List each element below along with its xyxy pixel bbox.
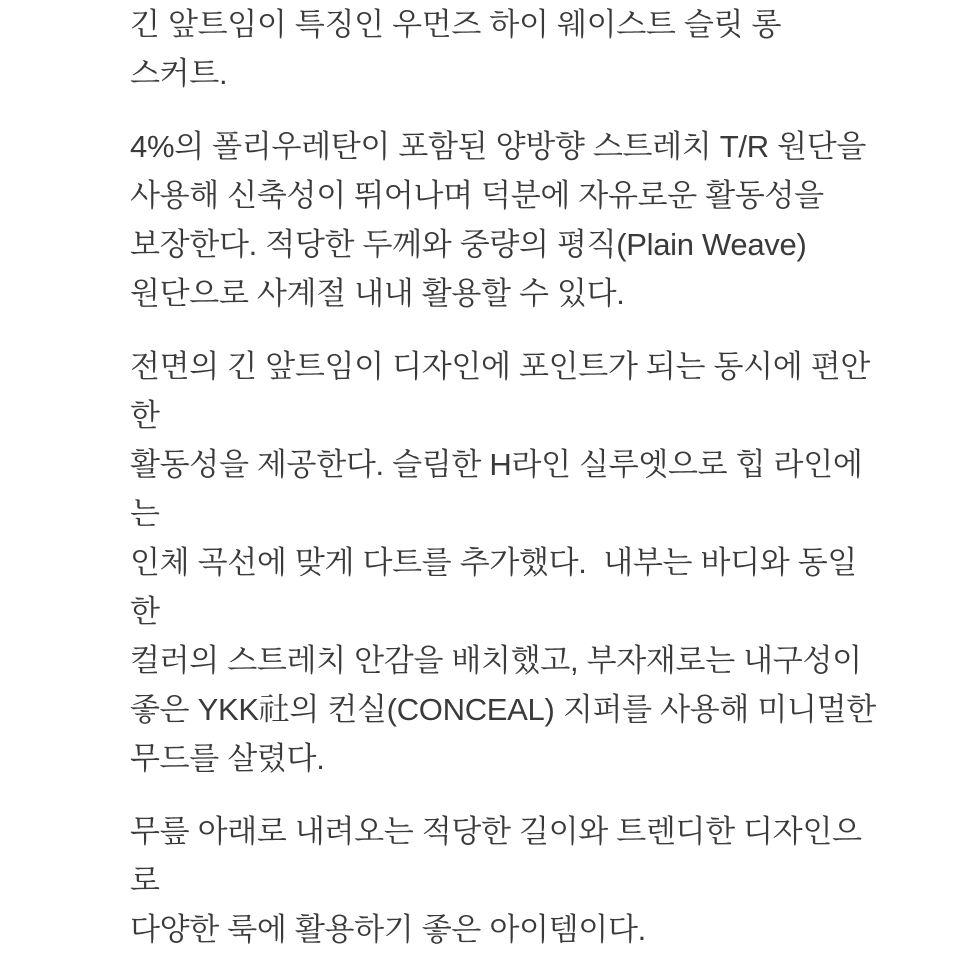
text-line: 보장한다. 적당한 두께와 중량의 평직(Plain Weave) xyxy=(130,227,807,262)
text-line: 무릎 아래로 내려오는 적당한 길이와 트렌디한 디자인으로 xyxy=(130,814,862,898)
text-line: 스커트. xyxy=(130,56,228,91)
text-line: 좋은 YKK社의 컨실(CONCEAL) 지퍼를 사용해 미니멀한 xyxy=(130,692,876,727)
text-line: 원단으로 사계절 내내 활용할 수 있다. xyxy=(130,276,625,311)
text-line: 긴 앞트임이 특징인 우먼즈 하이 웨이스트 슬릿 롱 xyxy=(130,7,782,42)
text-line: 컬러의 스트레치 안감을 배치했고, 부자재로는 내구성이 xyxy=(130,643,862,678)
text-line: 다양한 룩에 활용하기 좋은 아이템이다. xyxy=(130,912,646,947)
design-paragraph xyxy=(130,342,882,783)
intro-paragraph xyxy=(130,0,882,98)
text-line: 활동성을 제공한다. 슬림한 H라인 실루엣으로 힙 라인에는 xyxy=(130,447,863,531)
fabric-paragraph xyxy=(130,122,882,318)
text-line: 사용해 신축성이 뛰어나며 덕분에 자유로운 활동성을 xyxy=(130,178,824,213)
text-line: 인체 곡선에 맞게 다트를 추가했다. 내부는 바디와 동일한 xyxy=(130,545,858,629)
text-line: 4%의 폴리우레탄이 포함된 양방향 스트레치 T/R 원단을 xyxy=(130,129,867,164)
text-line: 전면의 긴 앞트임이 디자인에 포인트가 되는 동시에 편안한 xyxy=(130,349,871,433)
styling-paragraph xyxy=(130,807,882,954)
text-line: 무드를 살렸다. xyxy=(130,741,325,776)
